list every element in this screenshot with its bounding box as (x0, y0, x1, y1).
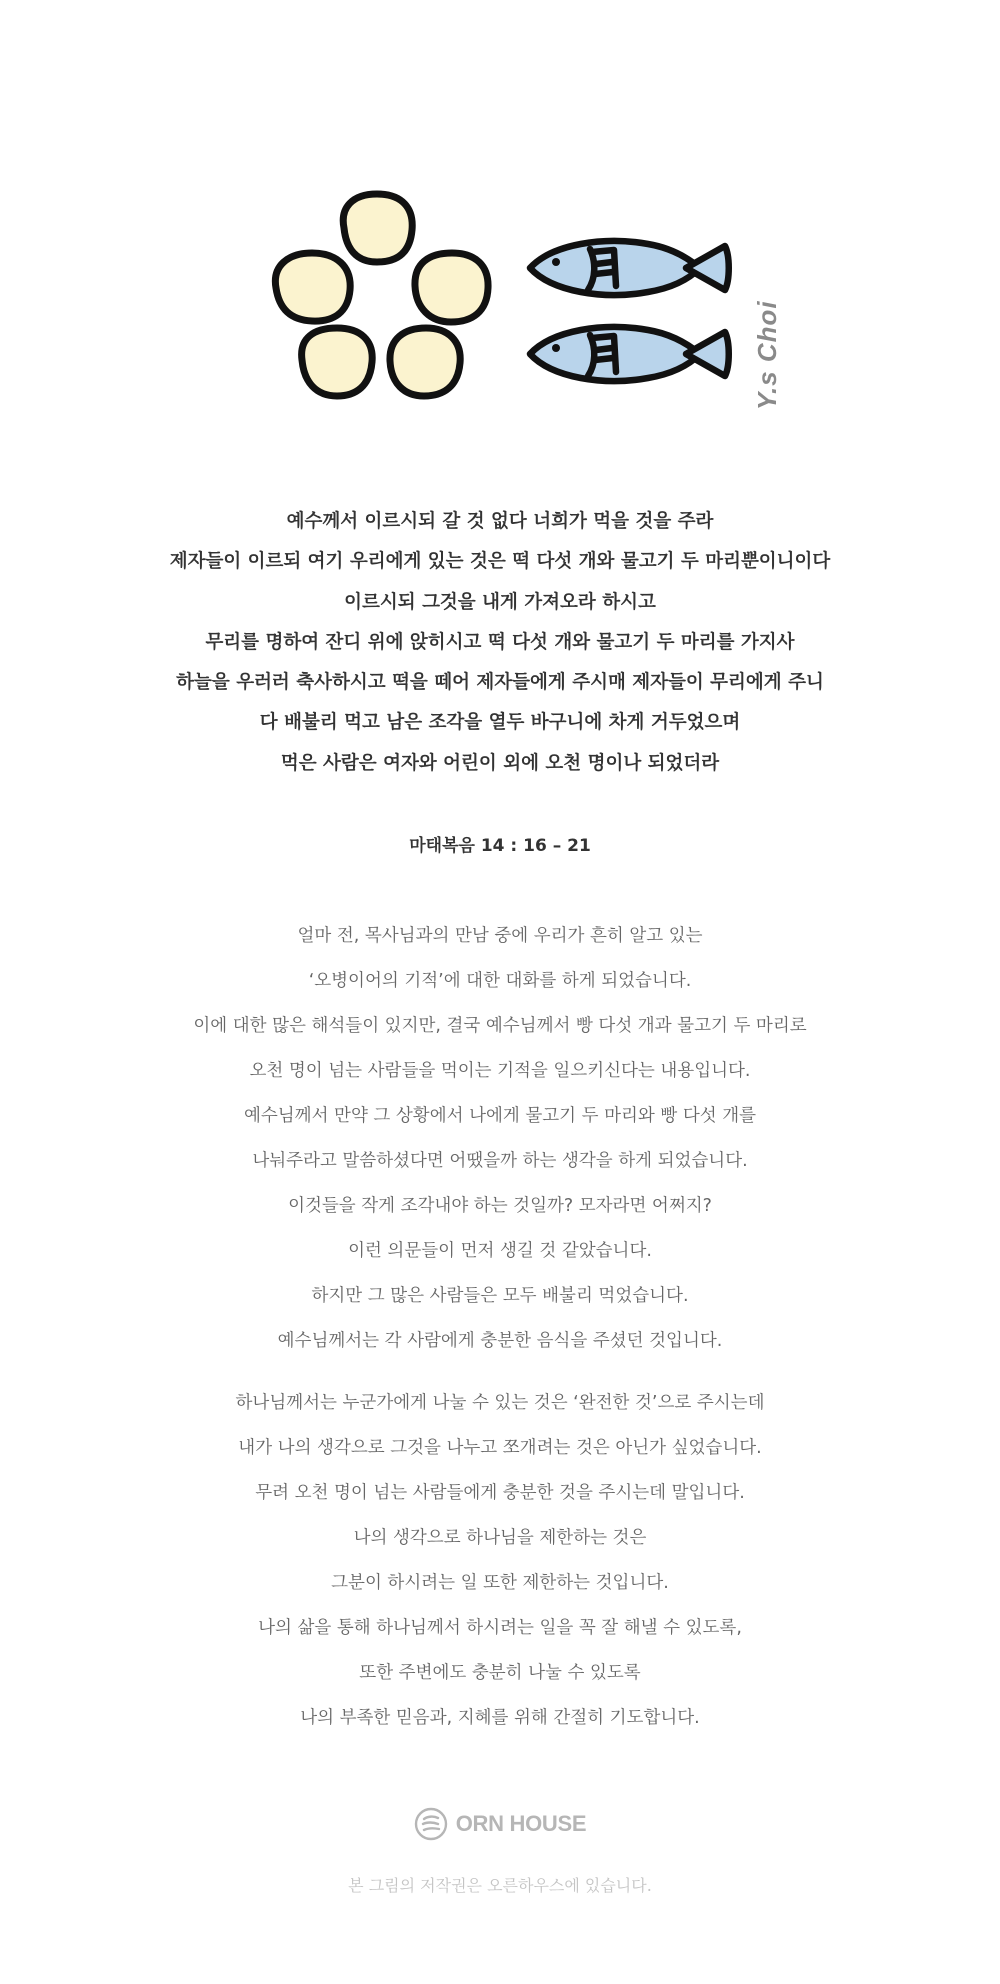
reflection-line: 나의 부족한 믿음과, 지혜를 위해 간절히 기도합니다. (300, 1708, 700, 1728)
illustration-svg (0, 0, 1000, 440)
reflection-line: 얼마 전, 목사님과의 만남 중에 우리가 흔히 알고 있는 (297, 926, 703, 946)
reflection-text (0, 914, 1000, 1741)
bread-loaf (390, 328, 460, 396)
reflection-line: 예수님께서 만약 그 상황에서 나에게 물고기 두 마리와 빵 다섯 개를 (243, 1106, 757, 1126)
reflection-line: 하나님께서는 누군가에게 나눌 수 있는 것은 ‘완전한 것’으로 주시는데 (235, 1393, 765, 1413)
reflection-line: 오천 명이 넘는 사람들을 먹이는 기적을 일으키신다는 내용입니다. (249, 1061, 751, 1081)
reflection-line: 이런 의문들이 먼저 생길 것 같았습니다. (348, 1241, 652, 1261)
reflection-line: 무려 오천 명이 넘는 사람들에게 충분한 것을 주시는데 말입니다. (255, 1483, 745, 1503)
reflection-line: 그분이 하시려는 일 또한 제한하는 것입니다. (331, 1573, 669, 1593)
reflection-line: 이것들을 작게 조각내야 하는 것일까? 모자라면 어쩌지? (288, 1196, 712, 1216)
scripture-line: 제자들이 이르되 여기 우리에게 있는 것은 떡 다섯 개와 물고기 두 마리뿐이니이다 (169, 551, 831, 573)
reflection-line: 나의 생각으로 하나님을 제한하는 것은 (353, 1528, 647, 1548)
orn-house-logo-icon (414, 1807, 448, 1841)
orn-house-logo[interactable] (414, 1807, 587, 1841)
bread-loaves (275, 194, 488, 396)
artist-signature: Y.s Choi (752, 300, 782, 410)
scripture-line: 먹은 사람은 여자와 어린이 외에 오천 명이나 되었더라 (280, 752, 720, 774)
scripture-line: 이르시되 그것을 내게 가져오라 하시고 (344, 591, 656, 613)
bread-loaf (415, 253, 488, 322)
scripture-line: 예수께서 이르시되 갈 것 없다 너희가 먹을 것을 주라 (286, 511, 714, 532)
reflection-line: 이에 대한 많은 해석들이 있지만, 결국 예수님께서 빵 다섯 개과 물고기 두 마리로 (193, 1016, 807, 1036)
reflection-line: 예수님께서는 각 사람에게 충분한 음식을 주셨던 것입니다. (277, 1331, 723, 1351)
reflection-paragraph (0, 1381, 1000, 1741)
bread-loaf (302, 328, 373, 396)
five-loaves-two-fish-illustration (0, 0, 1000, 440)
scripture-line: 하늘을 우러러 축사하시고 떡을 떼어 제자들에게 주시매 제자들이 무리에게 주니 (176, 672, 824, 694)
bread-loaf (275, 253, 350, 321)
scripture-reference: 마태복음 14 : 16 – 21 (409, 836, 591, 856)
scripture-line: 무리를 명하여 잔디 위에 앉히시고 떡 다섯 개와 물고기 두 마리를 가지사 (205, 631, 795, 653)
reflection-line: 나눠주라고 말씀하셨다면 어땠을까 하는 생각을 하게 되었습니다. (252, 1151, 748, 1171)
brand-footer (0, 1804, 1000, 1844)
reflection-line: 하지만 그 많은 사람들은 모두 배불리 먹었습니다. (311, 1286, 689, 1306)
copyright-notice: 본 그림의 저작권은 오른하우스에 있습니다. (348, 1876, 652, 1895)
brand-name: ORN HOUSE (455, 1811, 587, 1836)
scripture-line: 다 배불리 먹고 남은 조각을 열두 바구니에 차게 거두었으며 (259, 712, 741, 734)
reflection-line: 내가 나의 생각으로 그것을 나누고 쪼개려는 것은 아닌가 싶었습니다. (238, 1438, 762, 1458)
fish (530, 241, 729, 295)
reflection-paragraph (0, 914, 1000, 1364)
fish (530, 327, 729, 381)
reflection-line: ‘오병이어의 기적’에 대한 대화를 하게 되었습니다. (308, 971, 692, 991)
reflection-line: 또한 주변에도 충분히 나눌 수 있도록 (359, 1663, 641, 1683)
scripture-passage (0, 502, 1000, 784)
bread-loaf (343, 194, 412, 262)
reflection-line: 나의 삶을 통해 하나님께서 하시려는 일을 꼭 잘 해낼 수 있도록, (258, 1618, 742, 1638)
